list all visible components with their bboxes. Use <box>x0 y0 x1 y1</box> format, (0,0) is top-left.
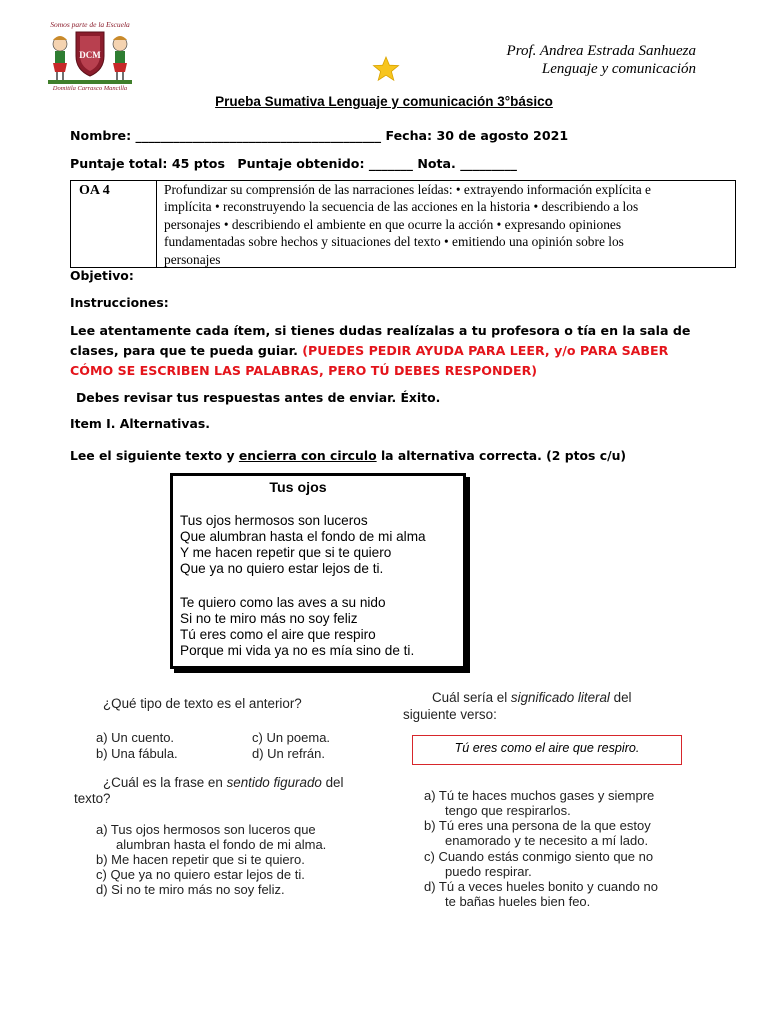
q1-option-c[interactable]: c) Un poema. <box>252 730 331 745</box>
q2-option-c[interactable]: c) Que ya no quiero estar lejos de ti. <box>96 867 305 882</box>
date-value: 30 de agosto 2021 <box>436 128 569 143</box>
q1-option-a[interactable]: a) Un cuento. <box>96 730 175 745</box>
oa-code: OA 4 <box>71 181 157 267</box>
total-score-label: Puntaje total: <box>70 156 168 171</box>
q2-question-after: del <box>321 775 344 790</box>
read-instruction-before: Lee el siguiente texto y <box>70 448 239 463</box>
q3-option-a-cont: tengo que respirarlos. <box>445 803 571 818</box>
oa-line: personajes • describiendo el ambiente en que ocurre la acción • expresando opiniones <box>164 216 622 232</box>
logo-text-bottom: Domitila Carrasco Mancilla <box>52 85 128 92</box>
oa-description <box>160 181 733 268</box>
q3-option-d[interactable]: d) Tú a veces hueles bonito y cuando no <box>424 879 658 894</box>
read-instruction-after: la alternativa correcta. (2 ptos c/u) <box>376 448 627 463</box>
poem-line: Te quiero como las aves a su nido <box>180 595 386 610</box>
oa-table <box>70 180 736 268</box>
review-note: Debes revisar tus respuestas antes de enviar. Éxito. <box>76 390 441 405</box>
q2-question-italic: sentido figurado <box>226 775 322 790</box>
instructions-text <box>70 321 710 381</box>
q2-question-line2: texto? <box>74 791 111 806</box>
obtained-score-field[interactable]: _______ <box>368 156 413 171</box>
grade-field[interactable]: _________ <box>460 156 517 171</box>
total-score-value: 45 ptos <box>171 156 225 171</box>
obtained-score-label: Puntaje obtenido: <box>237 156 365 171</box>
q2-question-before: ¿Cuál es la frase en <box>103 775 227 790</box>
oa-line: Profundizar su comprensión de las narraciones leídas: • extrayendo información explícita e <box>164 182 651 197</box>
student-name-row <box>70 128 568 143</box>
q3-option-c-cont: puedo respirar. <box>445 864 532 879</box>
page-title-text: Prueba Sumativa Lenguaje y comunicación 3°básico <box>215 94 553 109</box>
q1-option-b[interactable]: b) Una fábula. <box>96 746 178 761</box>
poem-line: Tú eres como el aire que respiro <box>180 627 376 642</box>
question-3-text <box>432 690 632 705</box>
svg-text:DCM: DCM <box>79 50 101 60</box>
q2-option-a-cont: alumbran hasta el fondo de mi alma. <box>116 837 327 852</box>
poem-line: Porque mi vida ya no es mía sino de ti. <box>180 643 415 658</box>
poem-title: Tus ojos <box>269 480 327 496</box>
verse-text: Tú eres como el aire que respiro. <box>454 741 640 755</box>
q3-option-b[interactable]: b) Tú eres una persona de la que estoy <box>424 818 651 833</box>
instructions-label: Instrucciones: <box>70 295 169 310</box>
item-heading: Item I. Alternativas. <box>70 416 210 431</box>
objective-label: Objetivo: <box>70 268 134 283</box>
q2-option-d[interactable]: d) Si no te miro más no soy feliz. <box>96 882 285 897</box>
q2-option-b[interactable]: b) Me hacen repetir que si te quiero. <box>96 852 305 867</box>
q1-option-d[interactable]: d) Un refrán. <box>252 746 325 761</box>
oa-line: personajes <box>164 251 221 267</box>
poem-line: Que alumbran hasta el fondo de mi alma <box>180 529 426 544</box>
instructions-body: Lee atentamente cada ítem, si tienes dudas realízalas a tu profesora o tía en la sala de clases, para que te pueda guiar. <box>70 323 691 358</box>
q3-option-d-cont: te bañas hueles bien feo. <box>445 894 591 909</box>
teacher-name: Prof. Andrea Estrada Sanhueza <box>506 43 696 59</box>
poem-line: Si no te miro más no soy feliz <box>180 611 358 626</box>
question-1-text: ¿Qué tipo de texto es el anterior? <box>103 696 302 711</box>
oa-line: fundamentadas sobre hechos y situaciones del texto • emitiendo una opinión sobre los <box>164 234 624 250</box>
q3-option-b-cont: enamorado y te necesito a mí lado. <box>445 833 649 848</box>
logo-text-top: Somos parte de la Escuela <box>50 20 130 29</box>
q3-option-a[interactable]: a) Tú te haces muchos gases y siempre <box>424 788 655 803</box>
subject-name: Lenguaje y comunicación <box>541 61 696 77</box>
oa-line: implícita • reconstruyendo la secuencia de las acciones en la historia • describiendo a los <box>164 199 639 215</box>
instructions-red-note: (PUEDES PEDIR AYUDA PARA LEER, y/o PARA SABER CÓMO SE ESCRIBEN LAS PALABRAS, PERO TÚ DEBES RESPONDER) <box>70 343 669 378</box>
read-instruction <box>70 448 626 463</box>
verse-box <box>412 735 682 765</box>
page-title <box>0 94 768 110</box>
read-instruction-underlined: encierra con circulo <box>238 448 377 463</box>
grade-label: Nota. <box>417 156 456 171</box>
q3-question-before: Cuál sería el <box>432 690 511 705</box>
school-logo <box>44 18 136 96</box>
poem-line: Tus ojos hermosos son luceros <box>180 513 368 528</box>
name-label: Nombre: <box>70 128 132 143</box>
score-row <box>70 156 517 171</box>
question-2-text <box>103 775 343 790</box>
q3-question-after: del <box>609 690 632 705</box>
poem-line: Que ya no quiero estar lejos de ti. <box>180 561 384 576</box>
q3-option-c[interactable]: c) Cuando estás conmigo siento que no <box>424 849 654 864</box>
poem-line: Y me hacen repetir que si te quiero <box>180 545 392 560</box>
poem-box <box>170 473 466 669</box>
q3-question-italic: significado literal <box>510 690 610 705</box>
teacher-header <box>507 42 696 78</box>
star-icon <box>372 56 400 82</box>
q2-option-a[interactable]: a) Tus ojos hermosos son luceros que <box>96 822 316 837</box>
date-label: Fecha: <box>385 128 433 143</box>
q3-question-line2: siguiente verso: <box>403 707 497 722</box>
name-field[interactable]: _______________________________________ <box>135 128 382 143</box>
